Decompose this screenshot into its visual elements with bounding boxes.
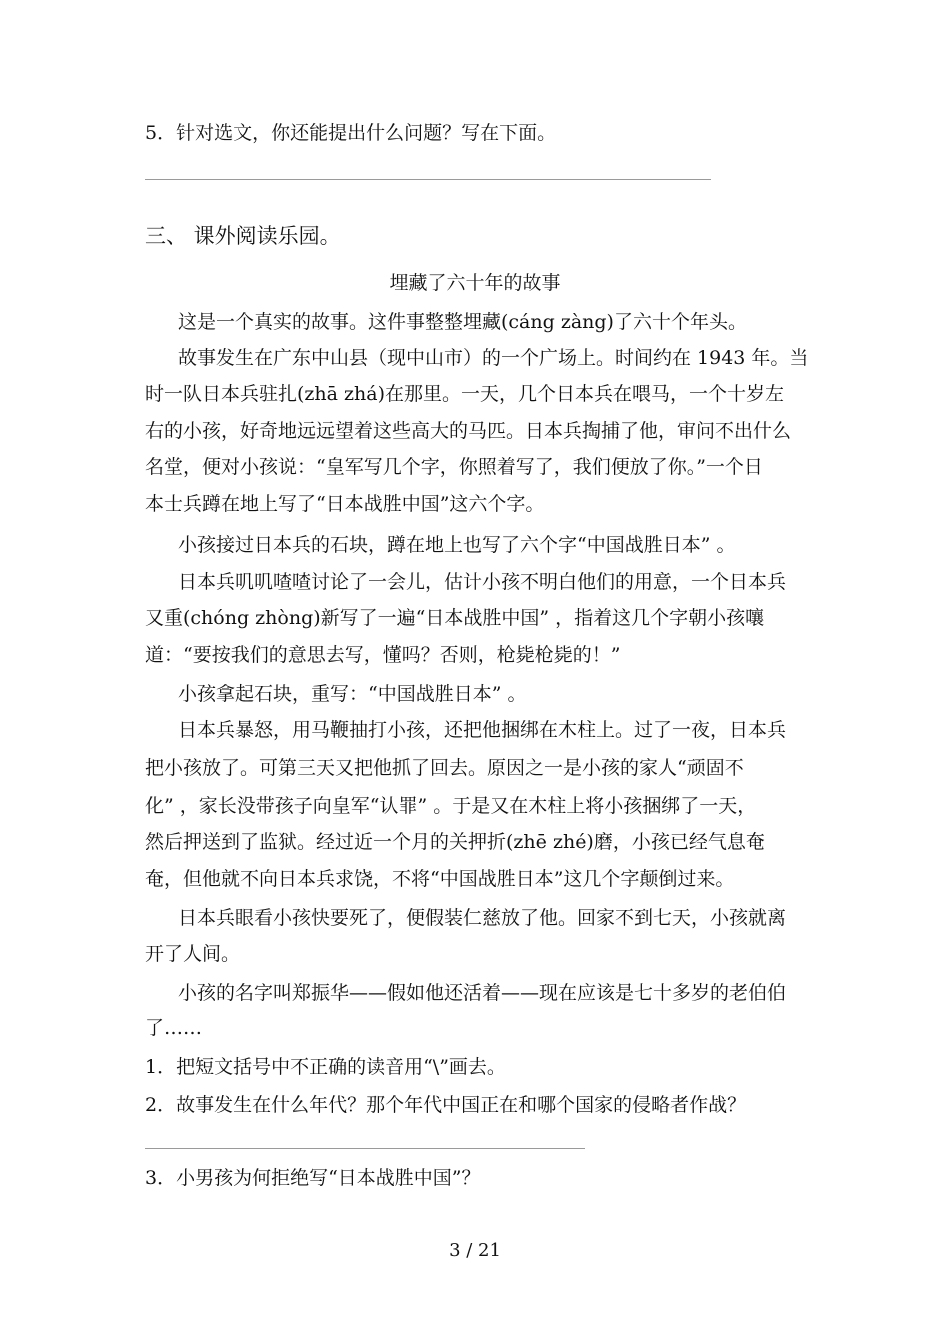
story-title: 埋藏了六十年的故事 bbox=[389, 272, 561, 294]
story-line: 时一队日本兵驻扎(zhā zhá)在那里。一天，几个日本兵在喂马，一个十岁左 bbox=[145, 383, 785, 405]
story-line: 故事发生在广东中山县（现中山市）的一个广场上。时间约在 1943 年。当 bbox=[178, 347, 809, 369]
story-line: 开了人间。 bbox=[145, 943, 241, 965]
section-heading: 三、 课外阅读乐园。 bbox=[145, 224, 341, 248]
question-3: 3．小男孩为何拒绝写“日本战胜中国”？ bbox=[145, 1167, 481, 1189]
story-line: 日本兵叽叽喳喳讨论了一会儿，估计小孩不明白他们的用意，一个日本兵 bbox=[178, 571, 787, 593]
story-line: 这是一个真实的故事。这件事整整埋藏(cáng zàng)了六十个年头。 bbox=[178, 311, 747, 333]
story-line: 本士兵蹲在地上写了“日本战胜中国”这六个字。 bbox=[145, 493, 545, 515]
story-line: 又重(chóng zhòng)新写了一遍“日本战胜中国” ，指着这几个字朝小孩嚷 bbox=[145, 607, 765, 629]
page-number: 3 / 21 bbox=[449, 1240, 501, 1261]
answer-line bbox=[145, 179, 711, 180]
story-line: 把小孩放了。可第三天又把他抓了回去。原因之一是小孩的家人“顽固不 bbox=[145, 757, 744, 779]
question-1: 1．把短文括号中不正确的读音用“\”画去。 bbox=[145, 1056, 506, 1078]
story-line: 日本兵眼看小孩快要死了，便假装仁慈放了他。回家不到七天，小孩就离 bbox=[178, 907, 787, 929]
story-line: 小孩接过日本兵的石块，蹲在地上也写了六个字“中国战胜日本” 。 bbox=[178, 534, 736, 556]
answer-line bbox=[145, 1148, 585, 1149]
story-line: 道：“要按我们的意思去写，懂吗？否则，枪毙枪毙的！” bbox=[145, 644, 621, 666]
story-line: 了…… bbox=[145, 1017, 203, 1039]
story-line: 然后押送到了监狱。经过近一个月的关押折(zhē zhé)磨，小孩已经气息奄 bbox=[145, 831, 765, 853]
story-line: 小孩拿起石块，重写：“中国战胜日本” 。 bbox=[178, 683, 527, 705]
question-5: 5．针对选文，你还能提出什么问题？写在下面。 bbox=[145, 122, 557, 144]
story-line: 化” ，家长没带孩子向皇军“认罪” 。于是又在木柱上将小孩捆绑了一天， bbox=[145, 795, 757, 817]
story-line: 日本兵暴怒，用马鞭抽打小孩，还把他捆绑在木柱上。过了一夜，日本兵 bbox=[178, 719, 787, 741]
story-line: 名堂，便对小孩说：“皇军写几个字，你照着写了，我们便放了你。”一个日 bbox=[145, 456, 763, 478]
question-2: 2．故事发生在什么年代？那个年代中国正在和哪个国家的侵略者作战？ bbox=[145, 1094, 747, 1116]
story-line: 奄，但他就不向日本兵求饶，不将“中国战胜日本”这几个字颠倒过来。 bbox=[145, 868, 735, 890]
story-line: 小孩的名字叫郑振华——假如他还活着——现在应该是七十多岁的老伯伯 bbox=[178, 982, 787, 1004]
story-line: 右的小孩，好奇地远远望着这些高大的马匹。日本兵掏捕了他，审问不出什么 bbox=[145, 420, 792, 442]
